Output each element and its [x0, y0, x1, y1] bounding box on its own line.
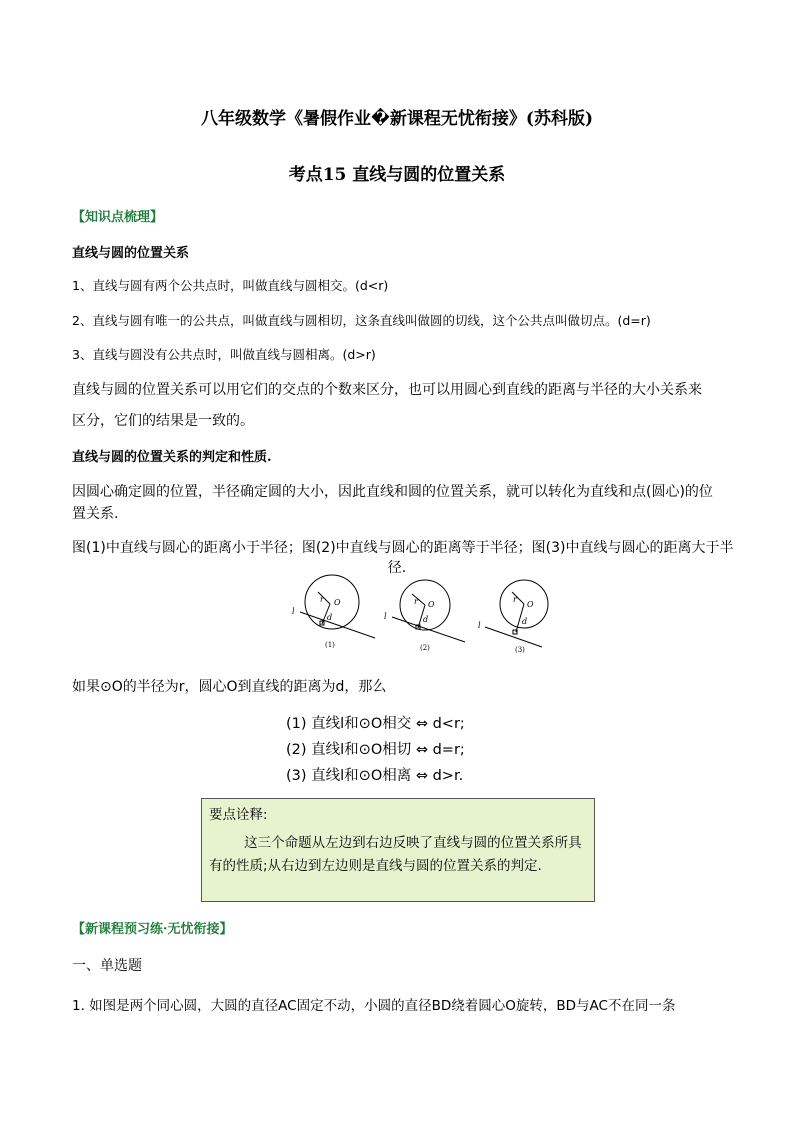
section-label-preview: 【新课程预习练·无忧衔接】	[72, 922, 233, 937]
l-label-1: l	[292, 607, 295, 616]
o-label-1: O	[334, 598, 341, 607]
line-2	[392, 617, 465, 642]
line-1	[300, 612, 375, 638]
condition-item: (2) 直线l和⊙O相切 ⇔ d=r;	[286, 742, 465, 758]
condition-item: (3) 直线l和⊙O相离 ⇔ d>r.	[286, 768, 464, 784]
section-heading-2: 直线与圆的位置关系的判定和性质.	[72, 450, 272, 465]
r-label-3: r	[513, 595, 517, 604]
condition-item: (1) 直线l和⊙O相交 ⇔ d<r;	[286, 716, 465, 732]
d-label-1: d	[327, 613, 333, 622]
r-label-1: r	[320, 595, 324, 604]
l-label-2: l	[384, 612, 387, 621]
figure-label-2: (2)	[420, 644, 430, 652]
list-item: 1、直线与圆有两个公共点时，叫做直线与圆相交。(d<r)	[72, 278, 389, 293]
section-heading: 直线与圆的位置关系	[72, 246, 190, 261]
circle-line-figure	[280, 572, 560, 662]
list-item: 2、直线与圆有唯一的公共点，叫做直线与圆相切，这条直线叫做圆的切线，这个公共点叫做切点。(d=r)	[72, 313, 651, 328]
note-body: 这三个命题从左边到右边反映了直线与圆的位置关系所具有的性质;从右边到左边则是直线与圆的位置关系的判定.	[209, 835, 582, 874]
section-label-knowledge: 【知识点梳理】	[72, 210, 164, 225]
r-label-2: r	[414, 597, 418, 606]
document-subtitle: 考点15 直线与圆的位置关系	[288, 165, 506, 185]
document-title: 八年级数学《暑假作业�新课程无忧衔接》(苏科版)	[200, 109, 593, 129]
figure-label-3: (3)	[515, 646, 525, 654]
note-box	[201, 798, 595, 902]
paragraph-line: 径.	[387, 560, 407, 576]
list-item: 3、直线与圆没有公共点时，叫做直线与圆相离。(d>r)	[72, 347, 376, 362]
paragraph-line: 直线与圆的位置关系可以用它们的交点的个数来区分，也可以用圆心到直线的距离与半径的大小关系来	[72, 382, 702, 398]
question-type: 一、单选题	[72, 958, 142, 974]
d-label-2: d	[423, 615, 429, 624]
note-heading: 要点诠释:	[209, 807, 268, 823]
question-1: 1. 如图是两个同心圆，大圆的直径AC固定不动，小圆的直径BD绕着圆心O旋转，BD与AC不在同一条	[72, 998, 676, 1014]
paragraph-line: 置关系.	[72, 506, 119, 522]
d-label-3: d	[522, 617, 528, 626]
o-label-3: O	[527, 600, 534, 609]
paragraph-line: 因圆心确定圆的位置，半径确定圆的大小，因此直线和圆的位置关系，就可以转化为直线和点(圆心)的位	[72, 484, 713, 500]
figure-label-1: (1)	[325, 641, 335, 649]
paragraph-line: 图(1)中直线与圆心的距离小于半径；图(2)中直线与圆心的距离等于半径；图(3)中直线与圆心的距离大于半	[72, 540, 734, 556]
o-label-2: O	[428, 600, 435, 609]
conditions-intro: 如果⊙O的半径为r，圆心O到直线的距离为d，那么	[72, 679, 387, 695]
l-label-3: l	[478, 621, 481, 630]
paragraph-line: 区分，它们的结果是一致的。	[72, 413, 254, 429]
